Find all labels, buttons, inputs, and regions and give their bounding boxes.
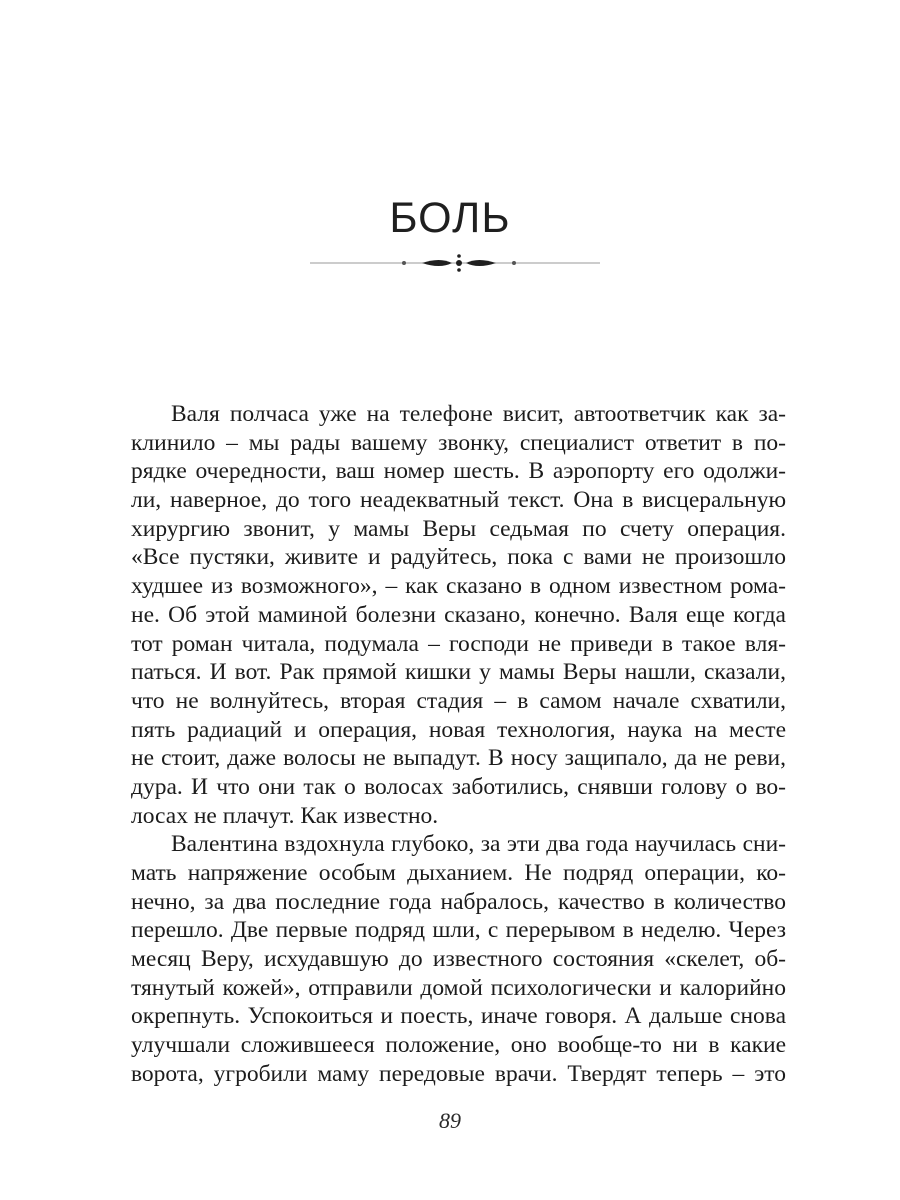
text-line: Валентина вздохнула глубоко, за эти два года научилась сни-: [171, 831, 786, 858]
text-line: не стоит, даже волосы не выпадут. В носу защипало, да не реви,: [131, 745, 786, 772]
text-line: нечно, за два последние года набралось, качество в количество: [131, 888, 786, 915]
text-line: тянутый кожей», отправили домой психологически и калорийно: [131, 974, 786, 1001]
text-line: окрепнуть. Успокоиться и поесть, иначе говоря. А дальше снова: [131, 1003, 786, 1030]
text-line: клинило – мы рады вашему звонку, специалист ответит в по-: [131, 429, 786, 456]
text-line: лосах не плачут. Как известно.: [131, 802, 439, 829]
text-line: паться. И вот. Рак прямой кишки у мамы Веры нашли, сказали,: [131, 659, 786, 686]
text-line: хирургию звонит, у мамы Веры седьмая по счету операция.: [131, 515, 786, 542]
paragraph-1: [131, 400, 786, 830]
page-number: 89: [439, 1108, 461, 1133]
text-line: дура. И что они так о волосах заботились, снявши голову о во-: [131, 773, 786, 800]
text-line: ворота, угробили маму передовые врачи. Твердят теперь – это: [131, 1060, 786, 1087]
text-line: ли, наверное, до того неадекватный текст. Она в висцеральную: [131, 487, 786, 514]
text-line: не. Об этой маминой болезни сказано, конечно. Валя еще когда: [131, 601, 786, 628]
divider-ornament-icon: [300, 252, 610, 274]
chapter-title: БОЛЬ: [389, 194, 511, 242]
text-line: месяц Веру, исхудавшую до известного состояния «скелет, об-: [131, 946, 786, 973]
text-line: Валя полчаса уже на телефоне висит, автоответчик как за-: [171, 401, 786, 427]
text-line: худшее из возможного», – как сказано в одном известном рома-: [131, 573, 786, 600]
text-line: что не волнуйтесь, вторая стадия – в самом начале схватили,: [131, 687, 786, 714]
text-line: улучшали сложившееся положение, оно вообще-то ни в какие: [131, 1032, 786, 1059]
paragraph-2: [131, 830, 786, 1088]
text-line: перешло. Две первые подряд шли, с перерывом в неделю. Через: [131, 917, 786, 944]
text-line: тот роман читала, подумала – господи не приведи в такое вля-: [131, 630, 786, 657]
text-line: мать напряжение особым дыханием. Не подряд операции, ко-: [131, 860, 786, 886]
text-line: «Все пустяки, живите и радуйтесь, пока с вами не произошло: [131, 544, 786, 571]
text-line: пять радиаций и операция, новая технология, наука на месте: [131, 716, 786, 743]
text-line: рядке очередности, ваш номер шесть. В аэропорту его одолжи-: [131, 458, 786, 485]
chapter-body: [131, 400, 786, 1089]
